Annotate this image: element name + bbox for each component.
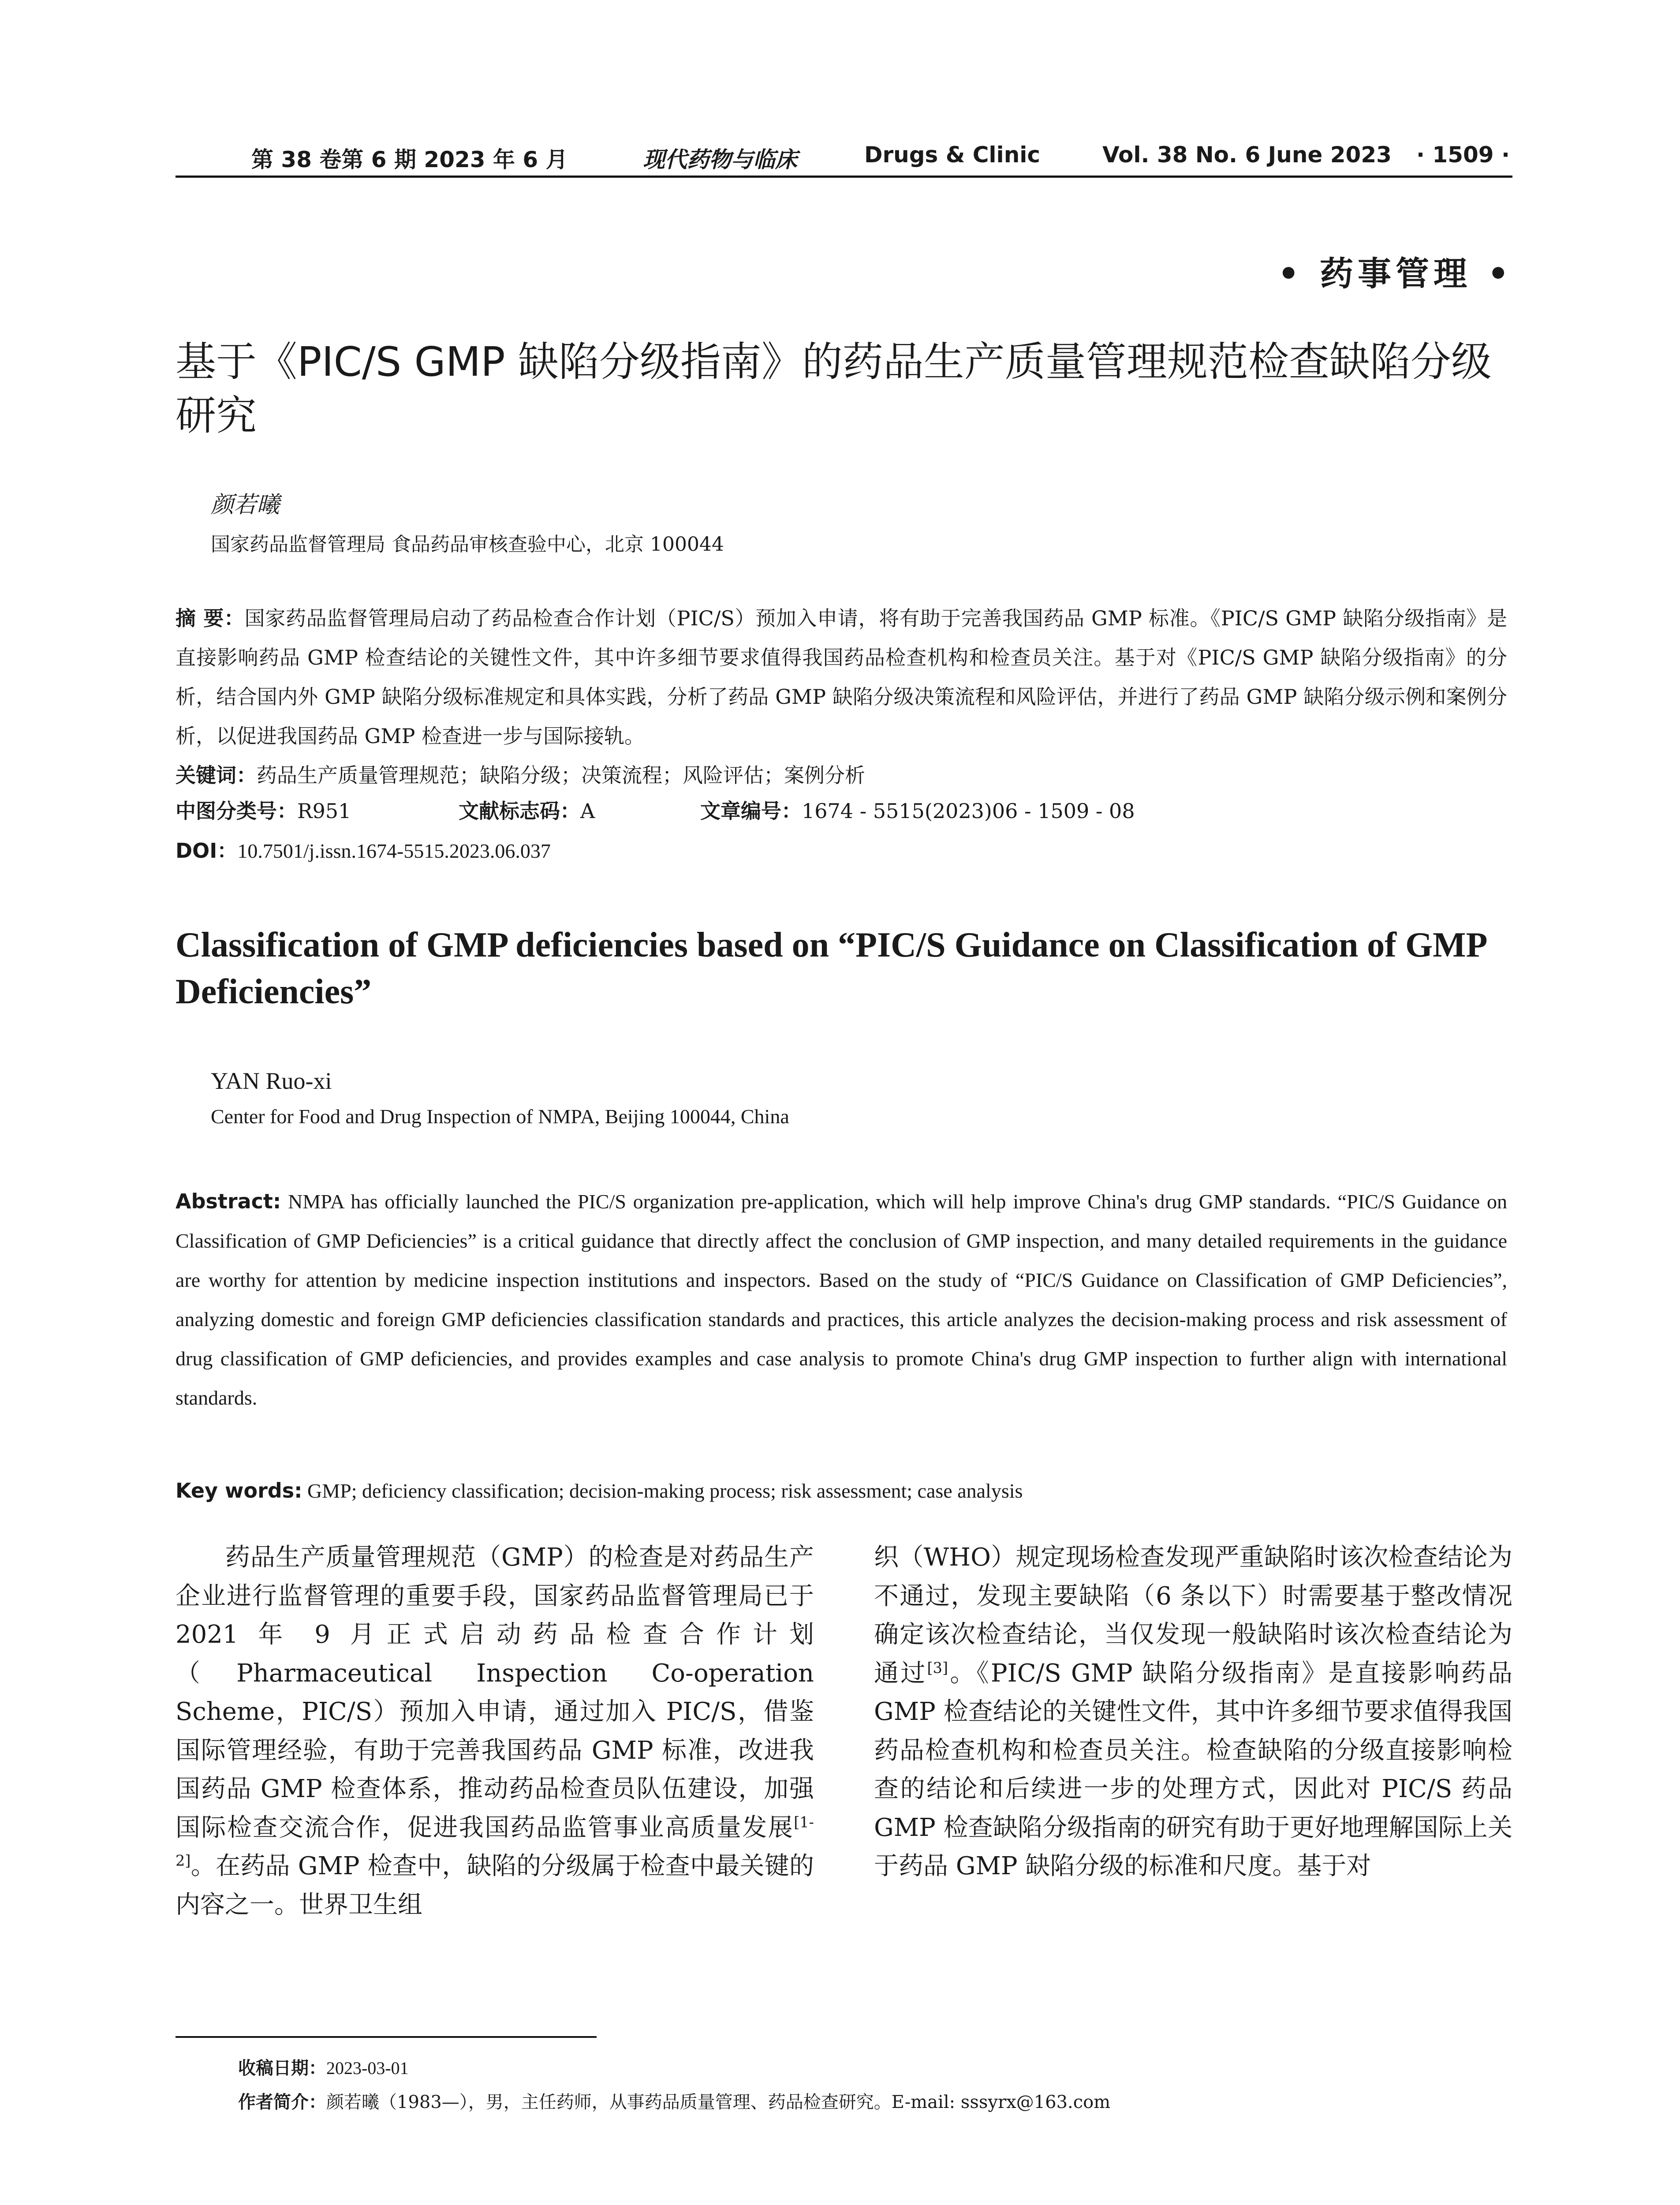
body-column-left [175, 1538, 814, 1924]
affiliation-cn: 国家药品监督管理局 食品药品审核查验中心，北京 100044 [211, 533, 724, 556]
author-cn: 颜若曦 [211, 492, 280, 518]
header-issue-cn: 第 38 卷第 6 期 2023 年 6 月 [251, 147, 568, 172]
keywords-en-text: GMP; deficiency classification; decision-making process; risk assessment; case analysis [307, 1480, 1023, 1502]
keywords-en [175, 1471, 1507, 1510]
title-cn: 基于《PIC/S GMP 缺陷分级指南》的药品生产质量管理规范检查缺陷分级研究 [175, 338, 1492, 439]
header-page-number: · 1509 · [1416, 142, 1510, 168]
doi-line [175, 835, 551, 864]
abstract-cn-label: 摘 要： [175, 606, 245, 630]
header-rule [175, 176, 1512, 178]
footnote-author-bio [238, 2088, 1110, 2113]
title-en: Classification of GMP deficiencies based on “PIC/S Guidance on Classification of GMP Deficiencies” [175, 926, 1486, 1011]
classification-line [175, 795, 351, 824]
column-tag: • 药事管理 • [1277, 254, 1513, 293]
footnote-received [238, 2054, 409, 2079]
body-left-text-2: 。在药品 GMP 检查中，缺陷的分级属于检查中最关键的内容之一。世界卫生组 [175, 1852, 814, 1919]
footnote-rule [175, 2036, 597, 2038]
body-right-text-2: 。《PIC/S GMP 缺陷分级指南》是直接影响药品 GMP 检查结论的关键性文件，其中许多细节要求值得我国药品检查机构和检查员关注。检查缺陷的分级直接影响检查的结论和后续进一步的处理方式，因此对 PIC/S 药品 GMP 检查缺陷分级指南的研究有助于更好地理解国际上关于药品 GMP 缺陷分级的标准和尺度。基于对 [874, 1659, 1513, 1880]
keywords-cn-text: 药品生产质量管理规范；缺陷分级；决策流程；风险评估；案例分析 [257, 763, 865, 787]
doc-code-label: 文献标志码： [459, 799, 580, 823]
received-label: 收稿日期： [238, 2058, 326, 2078]
body-left-text-1: 药品生产质量管理规范（GMP）的检查是对药品生产企业进行监督管理的重要手段，国家药品监督管理局已于 2021 年 9 月正式启动药品检查合作计划（Pharmaceutical Inspection Co-operation Scheme，PIC/S）预加入申请，通过加入 PIC/S，借鉴国际管理经验，有助于完善我国药品 GMP 标准，改进我国药品 GMP 检查体系，推动药品检查员队伍建设，加强国际检查交流合作，促进我国药品监管事业高质量发展 [175, 1543, 814, 1842]
clc-label: 中图分类号： [175, 799, 297, 823]
abstract-en-text: NMPA has officially launched the PIC/S organization pre-application, which will help improve China's drug GMP standards. “PIC/S Guidance on Classification of GMP Deficiencies” is a critical guidance that directly affect the conclusion of GMP inspection, and many detailed requirements in the guidance are worthy for attention by medicine inspection institutions and inspectors. Based on the study of “PIC/S Guidance on Classification of GMP Deficiencies”, analyzing domestic and foreign GMP deficiencies classification standards and practices, this article analyzes the decision-making process and risk assessment of drug classification of GMP deficiencies, and provides examples and case analysis to promote China's drug GMP inspection to further align with international standards. [175, 1190, 1507, 1409]
body-column-right [874, 1538, 1512, 1886]
article-number-line [700, 795, 1135, 824]
citation-1-2: [1-2] [175, 1813, 814, 1869]
keywords-cn-label: 关键词： [175, 763, 257, 787]
abstract-en-label: Abstract: [175, 1189, 281, 1213]
body-right-text-1: 织（WHO）规定现场检查发现严重缺陷时该次检查结论为不通过，发现主要缺陷（6 条以下）时需要基于整改情况确定该次检查结论，当仅发现一般缺陷时该次检查结论为通过 [874, 1543, 1512, 1688]
doi-value: 10.7501/j.issn.1674-5515.2023.06.037 [237, 840, 551, 862]
document-code-line [459, 795, 595, 824]
header-journal-cn: 现代药物与临床 [643, 146, 797, 172]
author-en: YAN Ruo-xi [211, 1068, 332, 1094]
affiliation-en: Center for Food and Drug Inspection of NMPA, Beijing 100044, China [211, 1105, 789, 1128]
article-number-value: 1674 - 5515(2023)06 - 1509 - 08 [802, 799, 1135, 823]
keywords-en-label: Key words: [175, 1479, 302, 1502]
header-issue-en: Vol. 38 No. 6 June 2023 [1102, 142, 1392, 168]
abstract-en [175, 1182, 1507, 1417]
doi-label: DOI： [175, 839, 238, 863]
author-bio-text: 颜若曦（1983—），男，主任药师，从事药品质量管理、药品检查研究。E-mail: sssyrx@163.com [326, 2092, 1111, 2112]
doc-code-value: A [580, 799, 595, 823]
citation-3: [3] [927, 1659, 948, 1676]
author-bio-label: 作者简介： [238, 2092, 326, 2112]
received-date: 2023-03-01 [326, 2058, 409, 2078]
abstract-cn-text: 国家药品监督管理局启动了药品检查合作计划（PIC/S）预加入申请，将有助于完善我国药品 GMP 标准。《PIC/S GMP 缺陷分级指南》是直接影响药品 GMP 检查结论的关键性文件，其中许多细节要求值得我国药品检查机构和检查员关注。基于对《PIC/S GMP 缺陷分级指南》的分析，结合国内外 GMP 缺陷分级标准规定和具体实践，分析了药品 GMP 缺陷分级决策流程和风险评估，并进行了药品 GMP 缺陷分级示例和案例分析，以促进我国药品 GMP 检查进一步与国际接轨。 [175, 606, 1507, 748]
header-journal-en: Drugs & Clinic [864, 142, 1041, 168]
keywords-cn [175, 756, 1507, 795]
clc-value: R951 [297, 799, 351, 823]
abstract-cn [175, 599, 1507, 756]
article-number-label: 文章编号： [700, 799, 802, 823]
